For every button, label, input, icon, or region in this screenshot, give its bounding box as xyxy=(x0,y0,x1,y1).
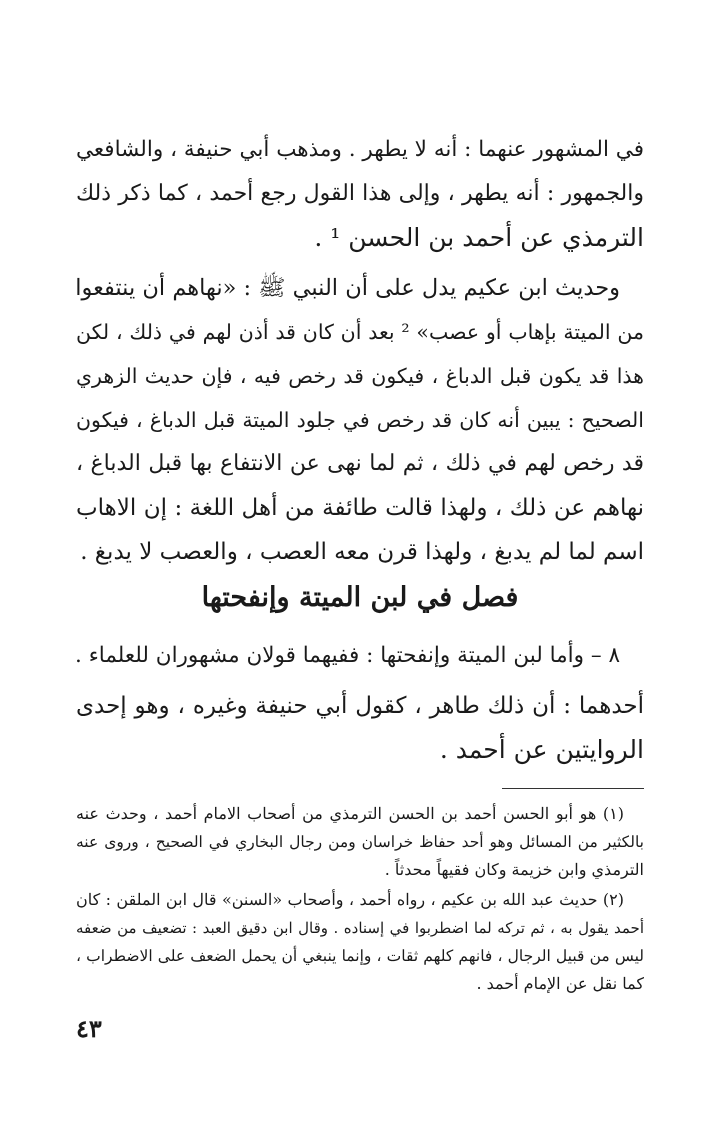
paragraph-2-line-3: هذا قد يكون قبل الدباغ ، فيكون قد رخص فيه ، فإن حديث الزهري xyxy=(76,364,644,388)
paragraph-2-line-4: الصحيح : يبين أنه كان قد رخص في جلود الميتة قبل الدباغ ، فيكون xyxy=(76,408,644,432)
paragraph-2-line-7: اسم لما لم يدبغ ، ولهذا قرن معه العصب ، والعصب لا يدبغ . xyxy=(80,539,644,565)
paragraph-1-line-3: الترمذي عن أحمد بن الحسن ¹ . xyxy=(314,223,644,252)
paragraph-2-line-2: من الميتة بإهاب أو عصب» ² بعد أن كان قد أذن لهم في ذلك ، لكن xyxy=(76,320,644,344)
paragraph-2-line-5: قد رخص لهم في ذلك ، ثم لما نهى عن الانتفاع بها قبل الدباغ ، xyxy=(76,451,644,476)
footnote-2-line-3: ليس من قبيل الرجال ، فانهم كلهم ثقات ، وإنما ينبغي أن يحمل الضعف على الاضطراب ، xyxy=(76,947,644,965)
paragraph-1-line-1: في المشهور عنهما : أنه لا يطهر . ومذهب أبي حنيفة ، والشافعي xyxy=(76,137,644,162)
footnote-1-line-1: (١) هو أبو الحسن أحمد بن الحسن الترمذي من أصحاب الامام أحمد ، وحدث عنه xyxy=(76,804,624,823)
book-page xyxy=(76,118,644,1078)
footnote-2-line-4: كما نقل عن الإمام أحمد . xyxy=(476,974,644,993)
section-heading: فصل في لبن الميتة وإنفحتها xyxy=(201,582,519,613)
paragraph-4-line-1: أحدهما : أن ذلك طاهر ، كقول أبي حنيفة وغيره ، وهو إحدى xyxy=(76,693,644,719)
paragraph-2-line-1: وحديث ابن عكيم يدل على أن النبي ﷺ : «نهاهم أن ينتفعوا xyxy=(75,275,620,301)
paragraph-1-line-2: والجمهور : أنه يطهر ، وإلى هذا القول رجع أحمد ، كما ذكر ذلك xyxy=(76,181,644,206)
paragraph-2-line-6: نهاهم عن ذلك ، ولهذا قالت طائفة من أهل اللغة : إن الاهاب xyxy=(76,495,644,521)
footnote-2-line-1: (٢) حديث عبد الله بن عكيم ، رواه أحمد ، وأصحاب «السنن» قال ابن الملقن : كان xyxy=(76,890,624,909)
footnote-separator xyxy=(502,788,644,789)
footnote-1-line-3: الترمذي وابن خزيمة وكان فقيهاً محدثاً . xyxy=(384,860,644,879)
paragraph-3-line-1: ٨ – وأما لبن الميتة وإنفحتها : ففيهما قولان مشهوران للعلماء . xyxy=(75,643,620,668)
footnote-1-line-2: بالكثير من المسائل وهو أحد حفاظ خراسان ومن رجال البخاري في الصحيح ، وروى عنه xyxy=(76,833,644,851)
footnote-2-line-2: أحمد يقول به ، ثم تركه لما اضطربوا في إسناده . وقال ابن دقيق العبد : تضعيف من ضعفه xyxy=(76,919,644,937)
paragraph-4-line-2: الروايتين عن أحمد . xyxy=(439,735,644,764)
page-number: ٤٣ xyxy=(76,1014,102,1043)
